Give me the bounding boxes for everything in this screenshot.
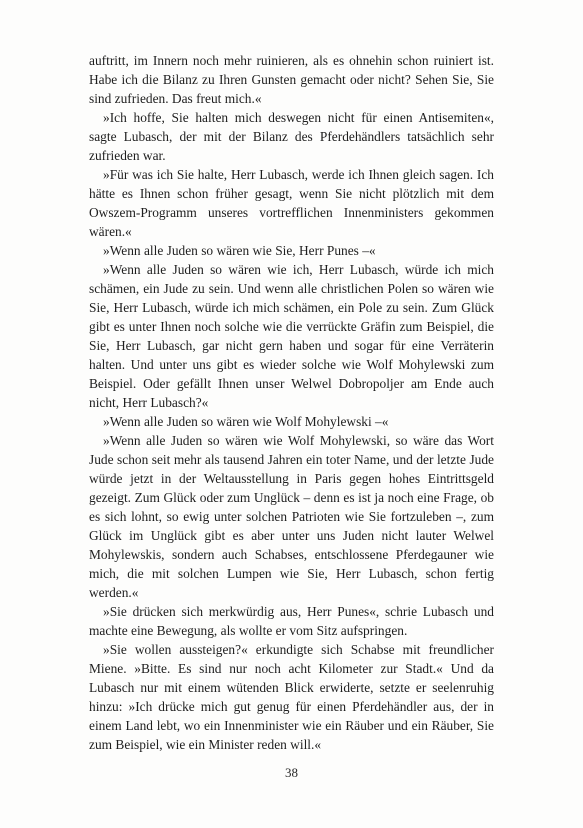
paragraph: »Sie wollen aussteigen?« erkundigte sich Schabse mit freundlicher Miene. »Bitte. Es sind nur noch acht Kilometer zur Stadt.« Und da Lubasch nur mit einem wütenden Blick erwiderte, setzte er seelenruhig hinzu: »Ich drücke mich gut genug für einen Pferdehändler aus, der in einem Land lebt, wo ein Innenminister wie ein Räuber und ein Räuber, Sie zum Beispiel, wie ein Minister reden will.« bbox=[89, 642, 494, 752]
paragraph: »Wenn alle Juden so wären wie ich, Herr Lubasch, würde ich mich schämen, ein Jude zu sein. Und wenn alle christlichen Polen so wären wie Sie, Herr Lubasch, würde ich mich schämen, ein Pole zu sein. Zum Glück gibt es unter Ihnen noch solche wie die verrückte Gräfin zum Beispiel, die Sie, Herr Lubasch, gar nicht gern haben und sogar für eine Verräterin halten. Und unter uns gibt es wieder solche wie Wolf Mohylewski zum Beispiel. Oder gefällt Ihnen unser Welwel Dobropoljer am Ende auch nicht, Herr Lubasch?« bbox=[89, 262, 494, 410]
paragraph: »Wenn alle Juden so wären wie Sie, Herr Punes –« bbox=[103, 243, 376, 258]
paragraph: »Sie drücken sich merkwürdig aus, Herr Punes«, schrie Lubasch und machte eine Bewegung, als wollte er vom Sitz aufspringen. bbox=[89, 604, 494, 638]
paragraph: »Wenn alle Juden so wären wie Wolf Mohylewski –« bbox=[103, 414, 389, 429]
paragraph: »Wenn alle Juden so wären wie Wolf Mohylewski, so wäre das Wort Jude schon seit mehr als tausend Jahren ein toter Name, und der letzte Jude würde jetzt in der Weltausstellung in Paris gegen hohes Eintrittsgeld gezeigt. Zum Glück oder zum Unglück – denn es ist ja noch eine Frage, ob es sich lohnt, so ewig unter solchen Patrioten wie Sie fortzuleben –, zum Glück im Unglück gibt es aber unter uns Juden nicht lauter Welwel Mohylewskis, sondern auch Schabses, entschlossene Pferdegauner wie mich, die mit solchen Lumpen wie Sie, Herr Lubasch, schon fertig werden.« bbox=[89, 433, 494, 600]
page-number: 38 bbox=[285, 765, 298, 780]
paragraph: »Ich hoffe, Sie halten mich deswegen nicht für einen Antisemiten«, sagte Lubasch, der mit der Bilanz des Pferdehändlers tatsächlich sehr zufrieden war. bbox=[89, 110, 494, 163]
body-text bbox=[89, 51, 494, 754]
paragraph: »Für was ich Sie halte, Herr Lubasch, werde ich Ihnen gleich sagen. Ich hätte es Ihnen schon früher gesagt, wenn Sie nicht plötzlich mit dem Owszem-Programm unseres vortrefflichen Innenministers gekommen wären.« bbox=[89, 167, 494, 239]
paragraph-continuation: auftritt, im Innern noch mehr ruinieren, als es ohnehin schon ruiniert ist. Habe ich die Bilanz zu Ihren Gunsten gemacht oder nicht? Sehen Sie, Sie sind zufrieden. Das freut mich.« bbox=[89, 53, 494, 106]
